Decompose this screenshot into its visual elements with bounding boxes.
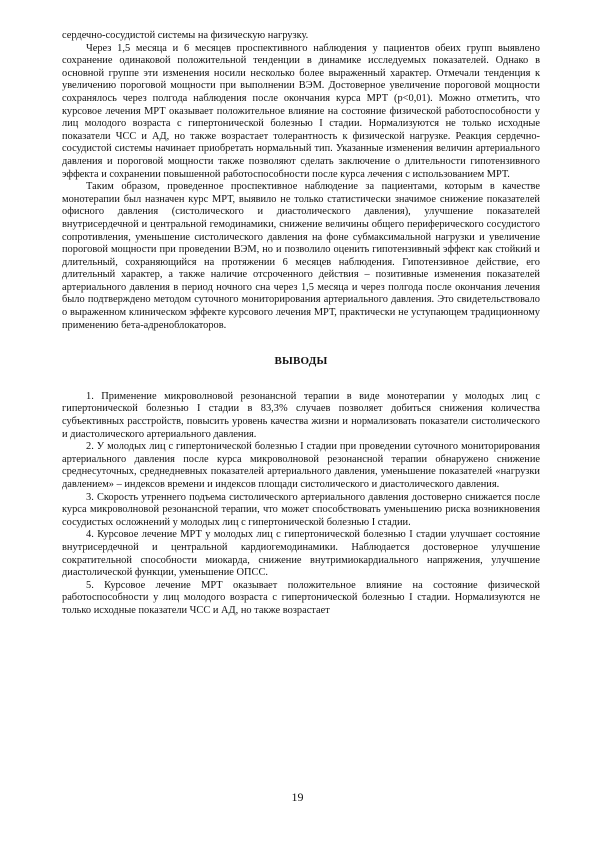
conclusion-item-1: 1. Применение микроволновой резонансной терапии в виде монотерапии у молодых лиц с гипертонической болезнью I стадии в 83,3% случаев позволяет добиться снижения количества субъективных расстройств, повысить уровень качества жизни и нормализовать показатели систолического и диастолического артериального давления. <box>62 390 540 440</box>
paragraph-continuation: сердечно-сосудистой системы на физическую нагрузку. <box>62 30 309 41</box>
page-number: 19 <box>291 790 304 804</box>
conclusion-item-5: 5. Курсовое лечение МРТ оказывает положительное влияние на состояние физической работоспособности у лиц молодого возраста с гипертонической болезнью I стадии. Нормализуются не только исходные показатели ЧСС и АД, но также возрастает <box>62 579 540 616</box>
conclusion-item-2: 2. У молодых лиц с гипертонической болезнью I стадии при проведении суточного мониторирования артериального давления после курса микроволновой резонансной терапии обнаружено снижение среднесуточных, среднедневных показателей артериального давления, уменьшение показателей «нагрузки давлением» – индексов времени и индексов площади систолического и диастолического давления. <box>62 441 540 490</box>
paragraph-summary: Таким образом, проведенное проспективное наблюдение за пациентами, которым в качестве монотерапии был назначен курс МРТ, выявило не только статистически значимое снижение показателей офисного давления (систолического и диастолического давления), улучшение показателей внутрисердечной и центральной гемодинамики, снижение величины общего периферического сосудистого сопротивления, уменьшение систолического давления на фоне субмаксимальной нагрузки и увеличение пороговой мощности при проведении ВЭМ, но и позволило оценить гипотензивный эффект как стойкий и длительный, сохраняющийся на протяжении 6 месяцев наблюдения. Гипотензивное действие, его длительный характер, а также наличие отсроченного действия – позитивные изменения показателей артериального давления в период ночного сна через 1,5 месяца и через полгода после окончания лечения было подтверждено методом суточного мониторирования артериального давления. Это свидетельствовало о выраженном клиническом эффекте курсового лечения МРТ, практически не уступающем традиционному применению бета-адреноблокаторов. <box>62 181 540 331</box>
paragraph-followup-results: Через 1,5 месяца и 6 месяцев проспективного наблюдения у пациентов обеих групп выявлено сохранение одинаковой положительной тенденции в динамике исследуемых показателей. Однако в основной группе эти изменения носили несколько более выраженный характер. Отмечали тенденция к увеличению пороговой мощности при выполнении ВЭМ. Достоверное увеличение пороговой мощности сохранялось через полгода наблюдения после окончания курса МРТ (p<0,01). Можно отметить, что курсовое лечения МРТ оказывает положительное влияние на состояние физической работоспособности у лиц молодого возраста с гипертонической болезнью I стадии. Нормализуются не только исходные показатели ЧСС и АД, но также возрастает толерантность к физической нагрузке. Реакция сердечно-сосудистой системы начинает приобретать нормальный тип. Указанные изменения величин артериального давления и пороговой мощности также позволяют сделать заключение о длительности гипотензивного эффекта и сохранении повышенной работоспособности после курса лечения с использованием МРТ. <box>62 42 540 180</box>
document-page <box>62 30 540 618</box>
conclusions-heading: ВЫВОДЫ <box>274 355 328 368</box>
conclusion-item-3: 3. Скорость утреннего подъема систолического артериального давления достоверно снижается после курса микроволновой резонансной терапии, что может способствовать уменьшению риска возникновения сосудистых осложнений у молодых лиц с гипертонической болезнью I стадии. <box>62 491 540 528</box>
conclusion-item-4: 4. Курсовое лечение МРТ у молодых лиц с гипертонической болезнью I стадии улучшает состояние внутрисердечной и центральной кардиогемодинамики. Наблюдается достоверное улучшение сократительной способности миокарда, снижение внутримиокардиального напряжения, улучшение диастолической функции, уменьшение ОПСС. <box>62 529 540 579</box>
